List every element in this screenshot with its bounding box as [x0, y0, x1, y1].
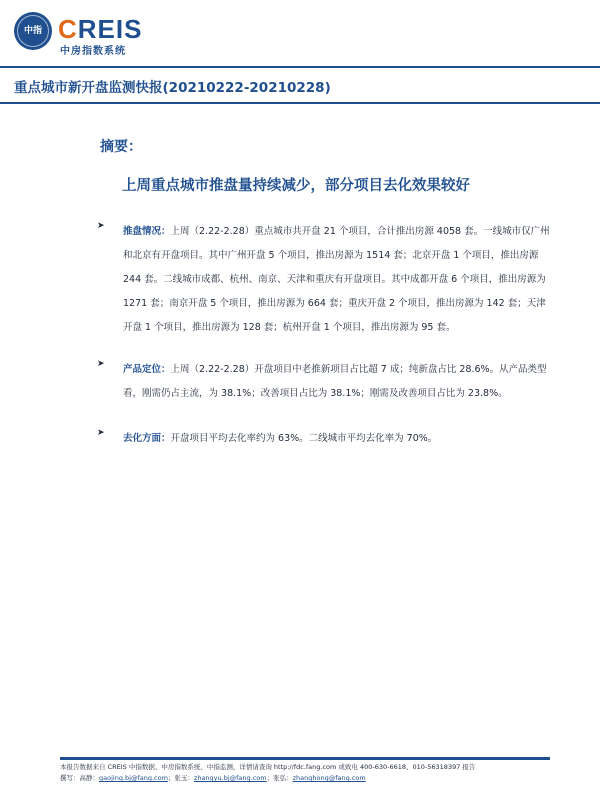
email-link-zhangyu[interactable]: zhangyu.bj@fang.com [193, 774, 267, 782]
bullet-text: 上周（2.22-2.28）开盘项目中老推新项目占比超 7 成；纯新盘占比 28.6%。从产品类型看，刚需仍占主流，为 38.1%；改善项目占比为 38.1%；刚需及改善项目占比为 23.8%。 [123, 364, 547, 399]
bullet-label: 去化方面： [123, 433, 171, 444]
email-link-zhanghong[interactable]: zhanghong@fang.com [292, 774, 366, 782]
logo-wordmark [58, 14, 142, 45]
report-title: 重点城市新开盘监测快报(20210222-20210228) [14, 80, 331, 96]
bullet-paragraph [123, 358, 552, 406]
footer-authors-line [60, 773, 560, 784]
bullet-supply [97, 220, 552, 340]
bullet-text: 上周（2.22-2.28）重点城市共开盘 21 个项目，合计推出房源 4058 套。一线城市仅广州和北京有开盘项目。其中广州开盘 5 个项目，推出房源为 1514 套；北京开盘 1 个项目，推出房源 244 套。二线城市成都、杭州、南京、天津和重庆有开盘项目。其中成都开盘 6 个项目，推出房源为 1271 套；南京开盘 5 个项目，推出房源为 664 套；重庆开盘 2 个项目，推出房源为 142 套；天津开盘 1 个项目，推出房源为 128 套；杭州开盘 1 个项目，推出房源为 95 套。 [123, 226, 550, 333]
footer-separator: ；张玉： [167, 774, 194, 782]
footer-source-line: 本报告数据来自 CREIS 中指数据、中房指数系统、中指监测，详情请查询 http://fdc.fang.com 或致电 400-630-6618、010-56318397 报告 [60, 763, 476, 771]
bullet-absorption [97, 427, 552, 451]
creis-logo [14, 12, 214, 56]
bullet-paragraph [123, 427, 552, 451]
footer-author-prefix: 撰写：高静： [60, 774, 99, 782]
logo-emblem-text: 中指 [23, 25, 42, 36]
bullet-arrow-icon: ➤ [97, 221, 105, 231]
logo-subtitle: 中房指数系统 [60, 46, 126, 57]
email-link-gaojing[interactable]: gaojing.bj@fang.com [99, 774, 168, 782]
abstract-heading: 摘要： [100, 139, 142, 155]
footer [60, 762, 560, 784]
bullet-paragraph [123, 220, 552, 340]
bullet-label: 产品定位： [123, 364, 171, 375]
bullet-arrow-icon: ➤ [97, 359, 105, 369]
logo-wordmark-rest: REIS [77, 14, 143, 44]
bullet-positioning [97, 358, 552, 406]
report-title-bar [0, 66, 600, 104]
footer-divider [60, 757, 550, 760]
footer-separator: ；张弘： [266, 774, 293, 782]
bullet-text: 开盘项目平均去化率约为 63%。二线城市平均去化率为 70%。 [170, 433, 438, 444]
abstract-headline: 上周重点城市推盘量持续减少，部分项目去化效果较好 [122, 178, 470, 194]
logo-wordmark-c: C [58, 14, 78, 44]
bullet-arrow-icon: ➤ [97, 428, 105, 438]
logo-emblem [14, 12, 52, 50]
bullet-label: 推盘情况： [123, 226, 171, 237]
